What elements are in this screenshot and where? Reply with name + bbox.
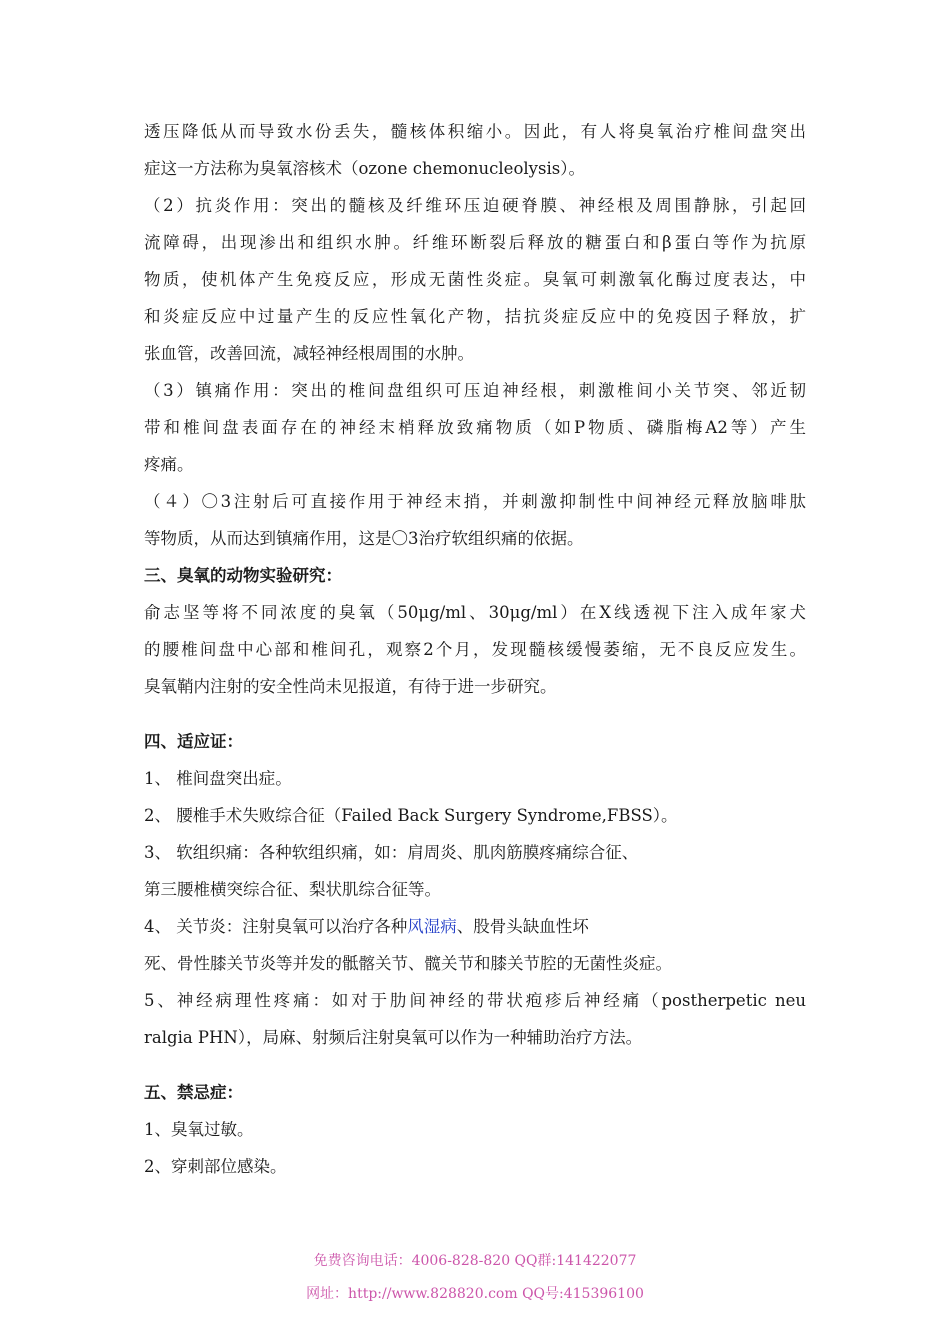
list-item: 2、穿刺部位感染。 bbox=[144, 1157, 287, 1176]
list-item-continuation: 死、骨性膝关节炎等并发的骶髂关节、髋关节和膝关节腔的无菌性炎症。 bbox=[144, 954, 672, 973]
list-item: 1、臭氧过敏。 bbox=[144, 1120, 254, 1139]
footer-website-line: 网址：http://www.828820.com QQ号:415396100 bbox=[306, 1286, 644, 1302]
paragraph-line: 物质，使机体产生免疫反应，形成无菌性炎症。臭氧可刺激氧化酶过度表达，中 bbox=[144, 270, 806, 289]
list-item bbox=[144, 908, 806, 945]
paragraph-line: 带和椎间盘表面存在的神经末梢释放致痛物质（如P物质、磷脂梅A2等）产生 bbox=[144, 418, 806, 437]
rheumatism-link[interactable]: 风湿病 bbox=[407, 917, 457, 936]
paragraph-line: 疼痛。 bbox=[144, 455, 194, 474]
list-item-continuation: 第三腰椎横突综合征、梨状肌综合征等。 bbox=[144, 880, 441, 899]
list-item-text: 、股骨头缺血性坏 bbox=[456, 917, 589, 936]
paragraph-line: 症这一方法称为臭氧溶核术（ozone chemonucleolysis）。 bbox=[144, 159, 585, 178]
paragraph-line: 俞志坚等将不同浓度的臭氧（50μg/ml、30μg/ml）在X线透视下注入成年家犬 bbox=[144, 603, 806, 622]
paragraph-line: 流障碍，出现渗出和组织水肿。纤维环断裂后释放的糖蛋白和β蛋白等作为抗原 bbox=[144, 233, 806, 252]
document-body bbox=[144, 113, 806, 1185]
list-item: 3、 软组织痛：各种软组织痛，如：肩周炎、肌肉筋膜疼痛综合征、 bbox=[144, 843, 639, 862]
paragraph-line: 和炎症反应中过量产生的反应性氧化产物，拮抗炎症反应中的免疫因子释放，扩 bbox=[144, 307, 806, 326]
list-item-continuation: ralgia PHN），局麻、射频后注射臭氧可以作为一种辅助治疗方法。 bbox=[144, 1028, 643, 1047]
paragraph-line: （４）〇3注射后可直接作用于神经末捎，并刺激抑制性中间神经元释放脑啡肽 bbox=[144, 492, 806, 511]
paragraph-line: 等物质，从而达到镇痛作用，这是〇3治疗软组织痛的依据。 bbox=[144, 529, 584, 548]
list-item-text: 4、 关节炎：注射臭氧可以治疗各种 bbox=[144, 917, 408, 936]
paragraph-line: （3）镇痛作用：突出的椎间盘组织可压迫神经根，刺激椎间小关节突、邻近韧 bbox=[144, 381, 806, 400]
section-heading-indications: 四、适应证： bbox=[144, 732, 243, 751]
list-item: 1、 椎间盘突出症。 bbox=[144, 769, 292, 788]
section-heading-animal-study: 三、臭氧的动物实验研究： bbox=[144, 566, 342, 585]
list-item: 2、 腰椎手术失败综合征（Failed Back Surgery Syndrome,FBSS）。 bbox=[144, 806, 678, 825]
section-heading-contraindications: 五、禁忌症： bbox=[144, 1083, 243, 1102]
footer-contact-line: 免费咨询电话：4006-828-820 QQ群:141422077 bbox=[313, 1253, 637, 1269]
paragraph-line: 臭氧鞘内注射的安全性尚未见报道，有待于进一步研究。 bbox=[144, 677, 557, 696]
paragraph-line: 透压降低从而导致水份丢失，髓核体积缩小。因此，有人将臭氧治疗椎间盘突出 bbox=[144, 122, 806, 141]
paragraph-line: 的腰椎间盘中心部和椎间孔，观察2个月，发现髓核缓慢萎缩，无不良反应发生。 bbox=[144, 640, 806, 659]
paragraph-line: 张血管，改善回流，减轻神经根周围的水肿。 bbox=[144, 344, 474, 363]
list-item: 5、神经病理性疼痛：如对于肋间神经的带状疱疹后神经痛（postherpetic neu bbox=[144, 991, 806, 1010]
paragraph-line: （2）抗炎作用：突出的髓核及纤维环压迫硬脊膜、神经根及周围静脉，引起回 bbox=[144, 196, 806, 215]
